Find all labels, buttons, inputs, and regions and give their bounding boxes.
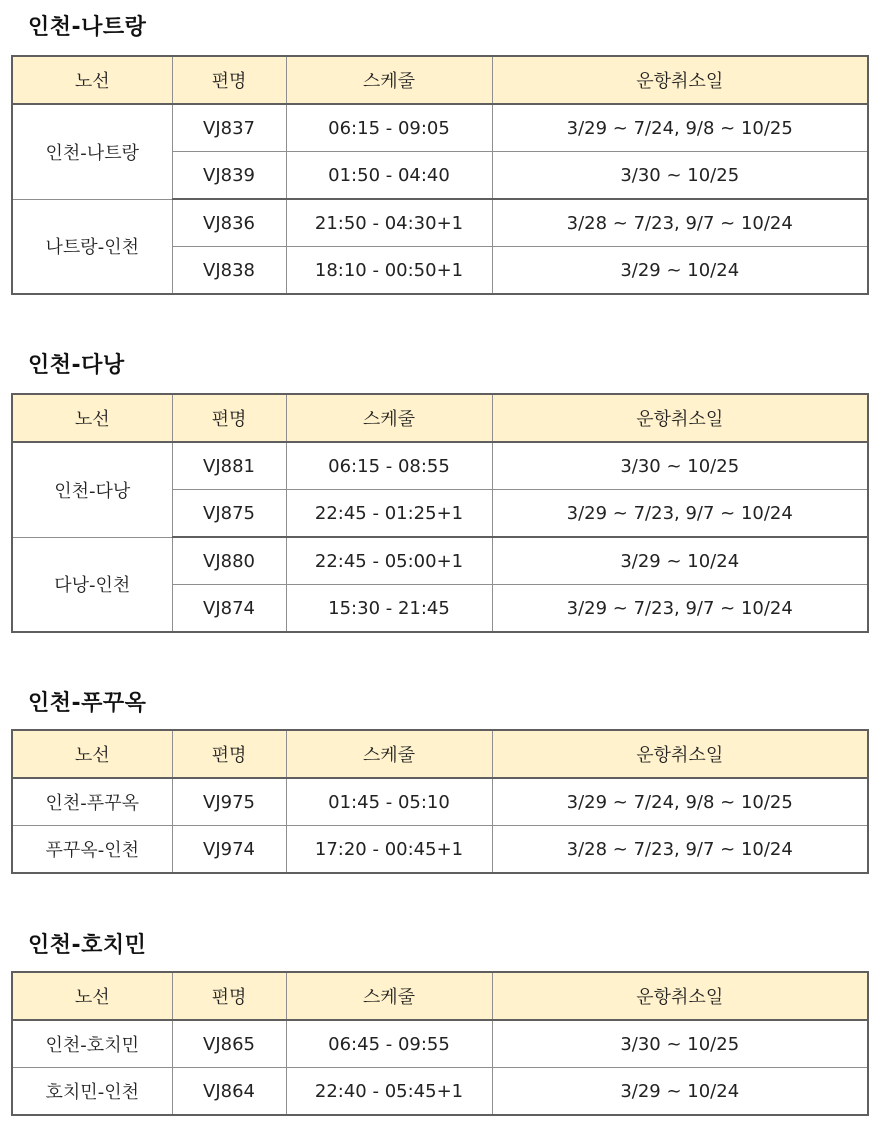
flight-cell: VJ881: [172, 442, 286, 490]
schedule-cell: 06:15 - 09:05: [286, 104, 492, 152]
header-route: 노선: [12, 56, 172, 104]
schedule-table-phuquoc: [11, 729, 869, 874]
flight-cell: VJ836: [172, 199, 286, 247]
route-cell: 나트랑-인천: [12, 199, 172, 294]
cancel-dates-cell: 3/29 ~ 7/23, 9/7 ~ 10/24: [492, 490, 868, 538]
table-row: [12, 1068, 868, 1116]
schedule-cell: 06:15 - 08:55: [286, 442, 492, 490]
route-cell: 인천-호치민: [12, 1020, 172, 1068]
header-route: 노선: [12, 972, 172, 1020]
cancel-dates-cell: 3/29 ~ 7/24, 9/8 ~ 10/25: [492, 104, 868, 152]
schedule-cell: 22:45 - 01:25+1: [286, 490, 492, 538]
header-flight: 편명: [172, 730, 286, 778]
flight-cell: VJ864: [172, 1068, 286, 1116]
flight-cell: VJ875: [172, 490, 286, 538]
cancel-dates-cell: 3/29 ~ 10/24: [492, 247, 868, 295]
schedule-cell: 15:30 - 21:45: [286, 585, 492, 633]
header-schedule: 스케줄: [286, 972, 492, 1020]
cancel-dates-cell: 3/30 ~ 10/25: [492, 152, 868, 200]
cancel-dates-cell: 3/30 ~ 10/25: [492, 442, 868, 490]
route-cell: 다낭-인천: [12, 537, 172, 632]
route-cell: 인천-푸꾸옥: [12, 778, 172, 826]
schedule-table-nhatrang: [11, 55, 869, 295]
header-cancel-dates: 운항취소일: [492, 56, 868, 104]
flight-cell: VJ838: [172, 247, 286, 295]
table-header-row: [12, 394, 868, 442]
cancel-dates-cell: 3/29 ~ 7/24, 9/8 ~ 10/25: [492, 778, 868, 826]
route-cell: 호치민-인천: [12, 1068, 172, 1116]
table-row: [12, 537, 868, 585]
schedule-cell: 18:10 - 00:50+1: [286, 247, 492, 295]
route-cell: 인천-나트랑: [12, 104, 172, 199]
flight-cell: VJ975: [172, 778, 286, 826]
header-flight: 편명: [172, 972, 286, 1020]
table-row: [12, 1020, 868, 1068]
header-schedule: 스케줄: [286, 56, 492, 104]
table-header-row: [12, 56, 868, 104]
schedule-cell: 22:40 - 05:45+1: [286, 1068, 492, 1116]
schedule-cell: 22:45 - 05:00+1: [286, 537, 492, 585]
table-row: [12, 104, 868, 152]
flight-cell: VJ865: [172, 1020, 286, 1068]
route-cell: 푸꾸옥-인천: [12, 826, 172, 874]
header-flight: 편명: [172, 394, 286, 442]
header-cancel-dates: 운항취소일: [492, 730, 868, 778]
header-route: 노선: [12, 394, 172, 442]
header-route: 노선: [12, 730, 172, 778]
flight-cell: VJ974: [172, 826, 286, 874]
flight-cell: VJ880: [172, 537, 286, 585]
section-title-nhatrang: 인천-나트랑: [28, 15, 147, 40]
table-row: [12, 199, 868, 247]
cancel-dates-cell: 3/29 ~ 7/23, 9/7 ~ 10/24: [492, 585, 868, 633]
route-cell: 인천-다낭: [12, 442, 172, 537]
table-header-row: [12, 972, 868, 1020]
header-cancel-dates: 운항취소일: [492, 394, 868, 442]
schedule-cell: 01:50 - 04:40: [286, 152, 492, 200]
header-schedule: 스케줄: [286, 394, 492, 442]
table-row: [12, 442, 868, 490]
flight-cell: VJ874: [172, 585, 286, 633]
table-row: [12, 778, 868, 826]
flight-cell: VJ839: [172, 152, 286, 200]
schedule-table-hochiminh: [11, 971, 869, 1116]
schedule-cell: 01:45 - 05:10: [286, 778, 492, 826]
section-title-phuquoc: 인천-푸꾸옥: [28, 691, 147, 716]
header-cancel-dates: 운항취소일: [492, 972, 868, 1020]
section-title-danang: 인천-다낭: [28, 353, 125, 378]
table-header-row: [12, 730, 868, 778]
cancel-dates-cell: 3/29 ~ 10/24: [492, 1068, 868, 1116]
cancel-dates-cell: 3/28 ~ 7/23, 9/7 ~ 10/24: [492, 826, 868, 874]
schedule-cell: 06:45 - 09:55: [286, 1020, 492, 1068]
cancel-dates-cell: 3/28 ~ 7/23, 9/7 ~ 10/24: [492, 199, 868, 247]
table-row: [12, 826, 868, 874]
schedule-table-danang: [11, 393, 869, 633]
header-flight: 편명: [172, 56, 286, 104]
section-title-hochiminh: 인천-호치민: [28, 933, 147, 958]
header-schedule: 스케줄: [286, 730, 492, 778]
schedule-cell: 21:50 - 04:30+1: [286, 199, 492, 247]
schedule-cell: 17:20 - 00:45+1: [286, 826, 492, 874]
flight-cell: VJ837: [172, 104, 286, 152]
cancel-dates-cell: 3/29 ~ 10/24: [492, 537, 868, 585]
cancel-dates-cell: 3/30 ~ 10/25: [492, 1020, 868, 1068]
